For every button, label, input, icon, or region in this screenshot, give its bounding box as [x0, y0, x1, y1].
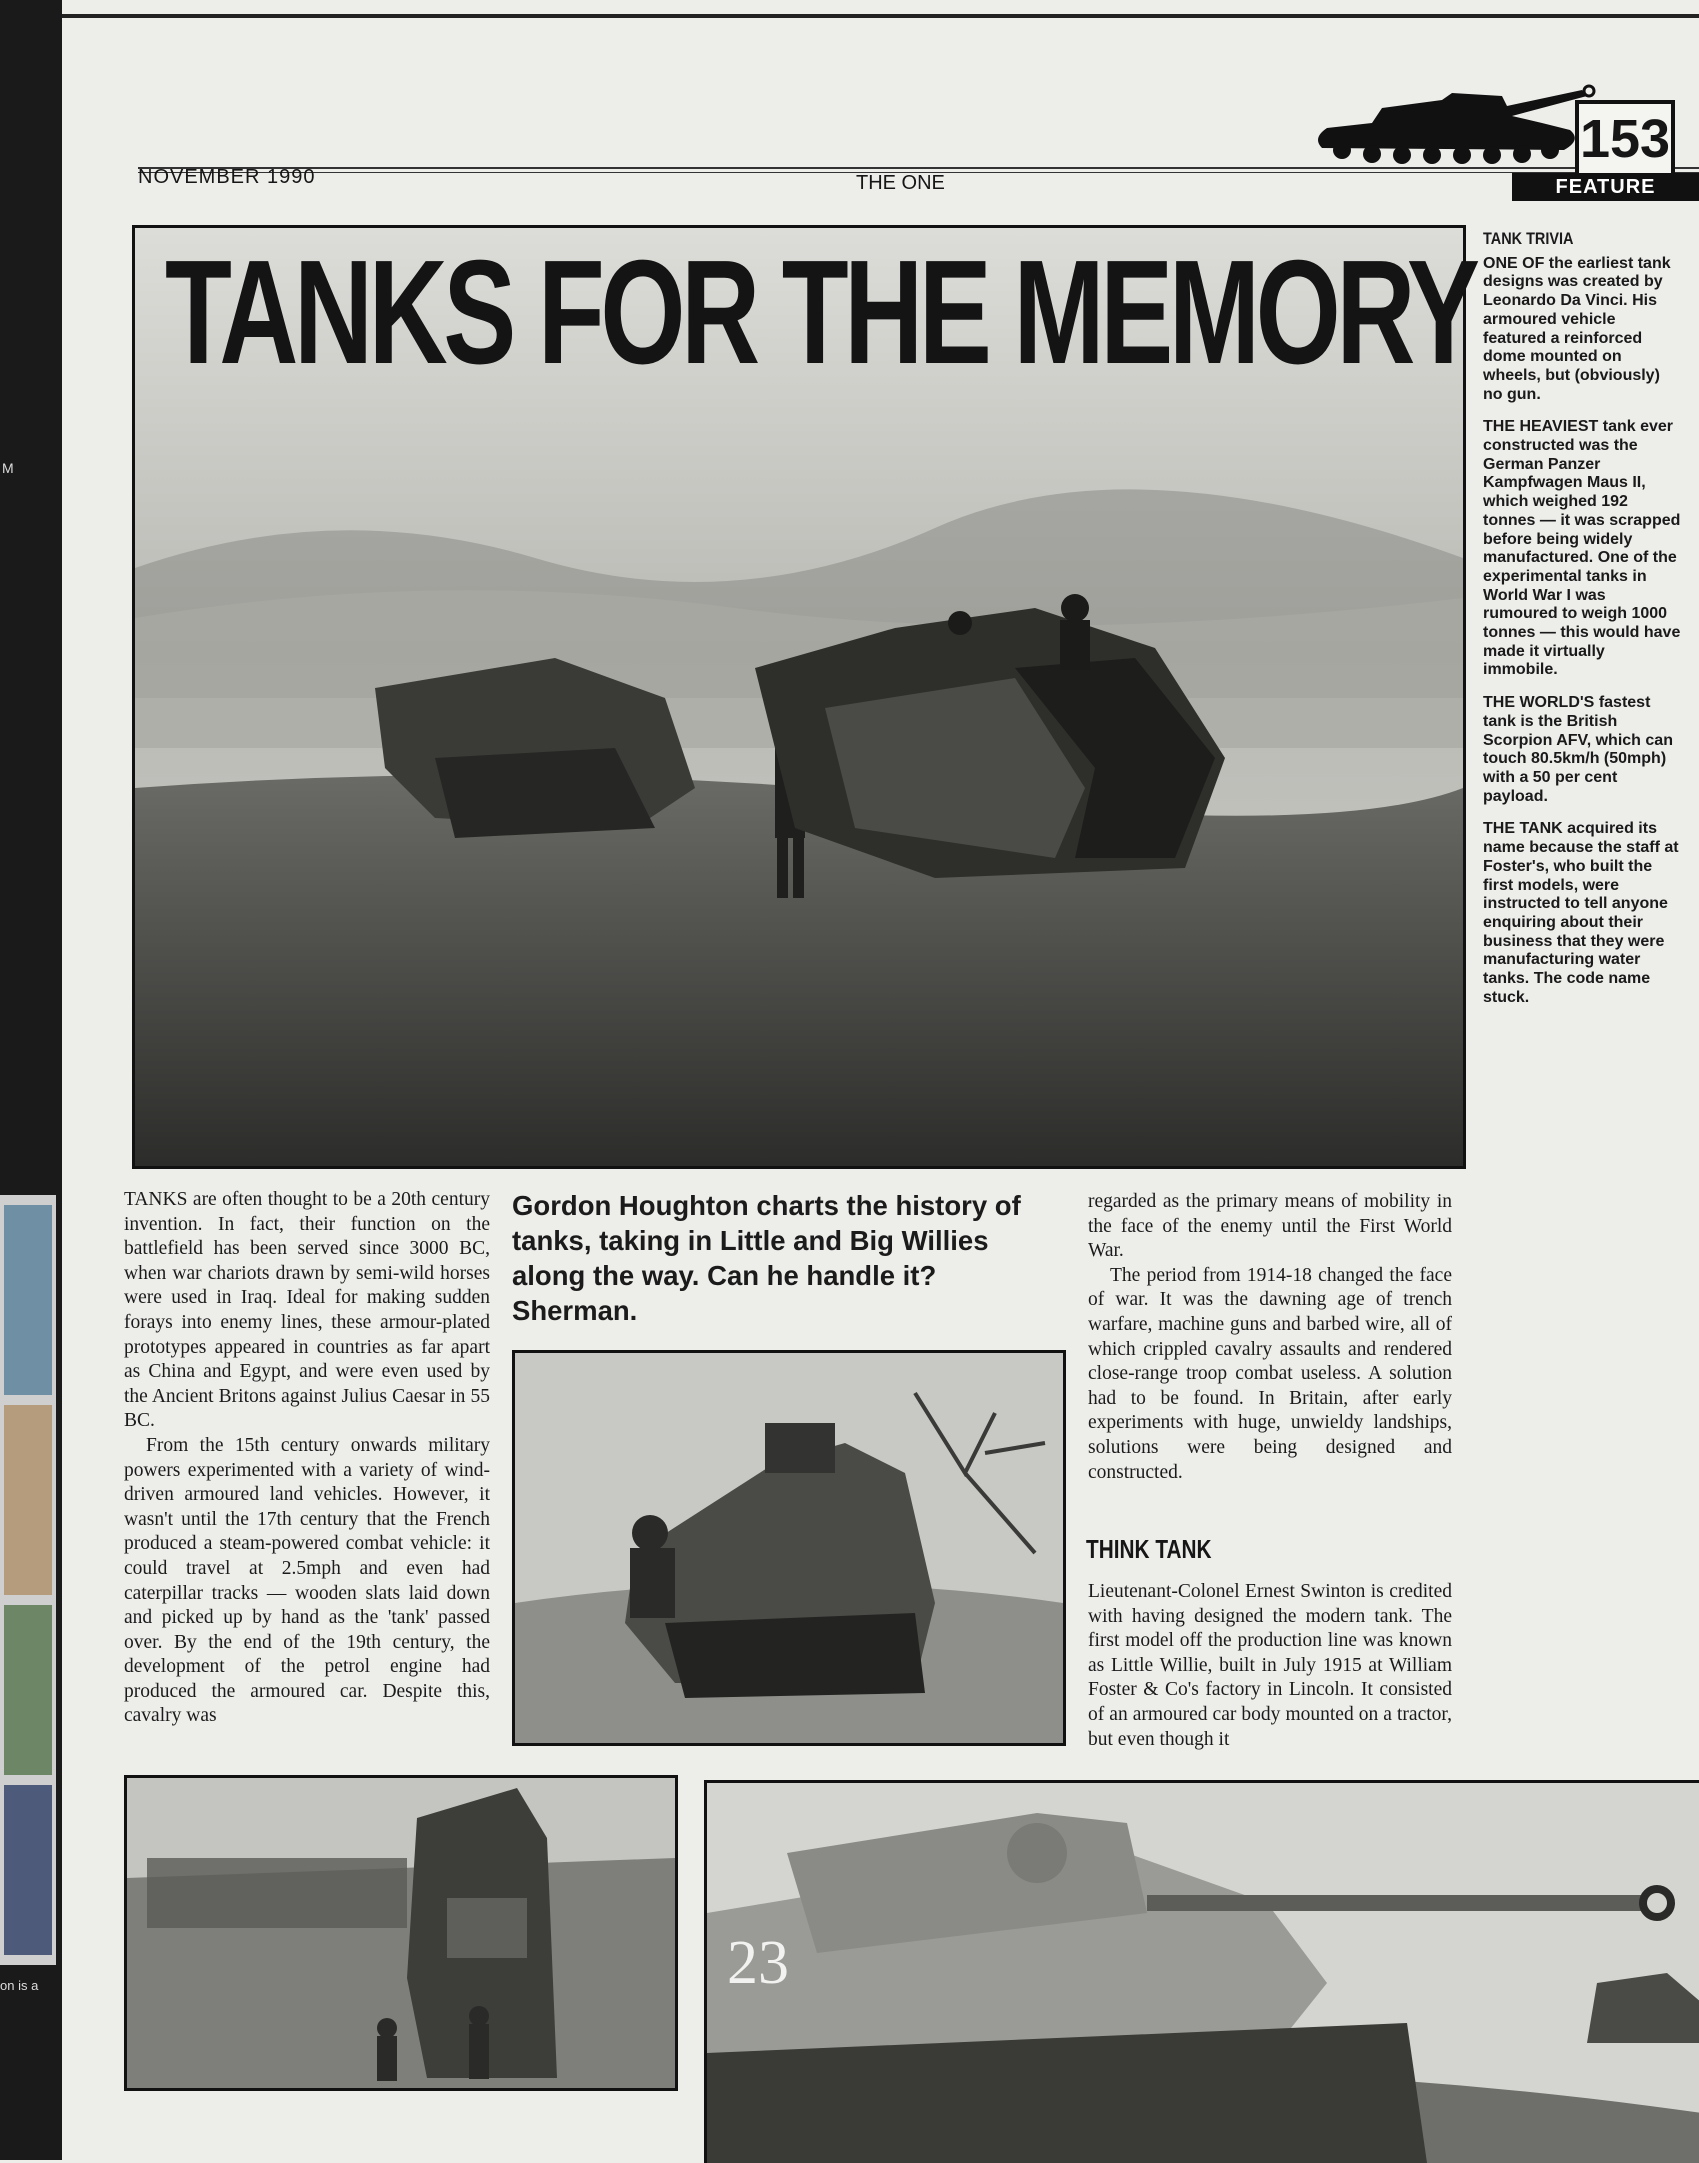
body-paragraph: Lieutenant-Colonel Ernest Swinton is credited with having designed the modern tank. The first model off the production line was known as Little Willie, built in July 1915 at William Foster & Co's factory in Lincoln. It consisted of an armoured car body mounted on a tractor, but even though it [1088, 1581, 1452, 1750]
trivia-sidebar [1483, 230, 1683, 1021]
body-column-right [1088, 1190, 1452, 1485]
top-rule [62, 14, 1699, 18]
trivia-title: TANK TRIVIA [1483, 229, 1574, 248]
body-column-left [124, 1188, 490, 1729]
trivia-item-lead: THE TANK [1483, 820, 1563, 838]
trivia-item [1483, 418, 1683, 680]
trivia-item-text: earliest tank designs was created by Leonardo Da Vinci. His armoured vehicle featured a reinforced dome mounted on wheels, but (obviously) no gun. [1483, 254, 1671, 403]
photo-illustration [127, 1778, 675, 2088]
trivia-item [1483, 694, 1683, 806]
trivia-item-text: tank ever constructed was the German Panzer Kampfwagen Maus II, which weighed 192 tonnes — it was scrapped before being widely manufactured. One of the experimental tanks in World War I was rumoured to weigh 1000 tonnes — this would have made it virtually immobile. [1483, 418, 1681, 679]
photo-illustration [707, 1783, 1699, 2163]
subhead: THINK TANK [1086, 1534, 1212, 1564]
trivia-item-text: fastest tank is the British Scorpion AFV, which can touch 80.5km/h (50mph) with a 50 per cent payload. [1483, 694, 1673, 805]
body-column-right-continued [1088, 1580, 1452, 1752]
adjacent-page-text: on is a [0, 1978, 39, 1993]
photo-tiger-tank [704, 1780, 1699, 2163]
body-paragraph: From the 15th century onwards military powers experimented with a variety of wind-driven armoured land vehicles. However, it wasn't until the 17th century that the French produced a steam-powered combat vehicle: it could travel at 2.5mph and even had caterpillar tracks — wooden slats laid down and picked up by hand as the 'tank' passed over. By the end of the 19th century, the development of the petrol engine had produced the armoured car. Despite this, cavalry was [124, 1434, 490, 1727]
section-label: FEATURE [1512, 173, 1699, 201]
thumbnail-image [4, 1405, 52, 1595]
tank-silhouette-icon [1302, 78, 1602, 168]
adjacent-page-thumbnails [0, 1195, 56, 1965]
photo-tank-with-troops [124, 1775, 678, 2091]
headline: TANKS FOR THE MEMORY [165, 230, 1476, 395]
trivia-item-lead: THE HEAVIEST [1483, 418, 1599, 436]
trivia-item [1483, 255, 1683, 405]
thumbnail-image [4, 1785, 52, 1955]
body-paragraph: regarded as the primary means of mobility in the face of the enemy until the First World War. [1088, 1191, 1452, 1262]
magazine-name: THE ONE [856, 172, 945, 194]
body-paragraph: TANKS are often thought to be a 20th century invention. In fact, their function on the battlefield has been served since 3000 BC, when war chariots drawn by semi-wild horses were used in Iraq. Ideal for making sudden forays into enemy lines, these armour-plated prototypes appeared in countries as far apart as China and Egypt, and were even used by the Ancient Britons against Julius Caesar in 55 BC. [124, 1189, 490, 1432]
trivia-item-lead: THE WORLD'S [1483, 694, 1595, 712]
adjacent-page-text: M [2, 460, 14, 476]
issue-date: NOVEMBER 1990 [138, 166, 316, 188]
photo-small-tank-soldier [512, 1350, 1066, 1746]
trivia-item [1483, 820, 1683, 1007]
trivia-item-text: acquired its name because the staff at Foster's, who built the first models, were instructed to tell anyone enquiring about their business that they were manufacturing water tanks. The code name stuck. [1483, 820, 1679, 1006]
page-number: 153 [1575, 100, 1675, 178]
tank-number-marking: 23 [727, 1929, 789, 1997]
thumbnail-image [4, 1205, 52, 1395]
standfirst: Gordon Houghton charts the history of tanks, taking in Little and Big Willies along the way. Can he handle it? Sherman. [512, 1190, 1021, 1326]
trivia-item-lead: ONE OF the [1483, 254, 1573, 272]
thumbnail-image [4, 1605, 52, 1775]
body-paragraph: The period from 1914-18 changed the face of war. It was the dawning age of trench warfare, machine guns and barbed wire, all of which crippled cavalry assaults and rendered close-range troop combat useless. A solution had to be found. In Britain, after early experiments with huge, unwieldy landships, solutions were being designed and constructed. [1088, 1264, 1452, 1483]
photo-illustration [515, 1353, 1063, 1743]
